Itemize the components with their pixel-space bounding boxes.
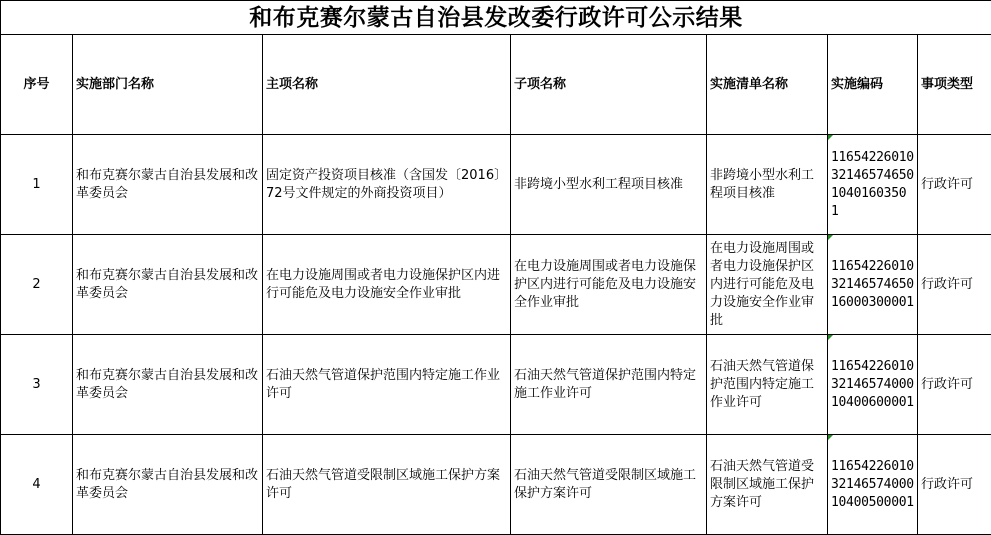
header-code: 实施编码	[828, 35, 918, 135]
header-list-name: 实施清单名称	[707, 35, 828, 135]
cell-code-wrap	[828, 235, 918, 335]
cell-sub-item: 石油天然气管道保护范围内特定施工作业许可	[511, 335, 707, 435]
cell-code: 116542260103214657465016000300001	[831, 258, 914, 310]
header-seq: 序号	[1, 35, 73, 135]
cell-dept: 和布克赛尔蒙古自治县发展和改革委员会	[73, 135, 263, 235]
cell-code-wrap	[828, 135, 918, 235]
comment-flag-icon	[828, 135, 833, 140]
table-row	[1, 335, 991, 435]
cell-list-name: 在电力设施周围或者电力设施保护区内进行可能危及电力设施安全作业审批	[707, 235, 828, 335]
header-main-item: 主项名称	[263, 35, 511, 135]
page-title: 和布克赛尔蒙古自治县发改委行政许可公示结果	[1, 1, 991, 35]
cell-type: 行政许可	[918, 235, 991, 335]
cell-code-wrap	[828, 435, 918, 535]
cell-seq: 2	[1, 235, 73, 335]
cell-dept: 和布克赛尔蒙古自治县发展和改革委员会	[73, 335, 263, 435]
comment-flag-icon	[828, 335, 833, 340]
cell-seq: 4	[1, 435, 73, 535]
cell-code-wrap	[828, 335, 918, 435]
table-row	[1, 235, 991, 335]
comment-flag-icon	[828, 235, 833, 240]
cell-seq: 3	[1, 335, 73, 435]
cell-code: 116542260103214657400010400600001	[831, 358, 914, 410]
cell-list-name: 非跨境小型水利工程项目核准	[707, 135, 828, 235]
cell-sub-item: 在电力设施周围或者电力设施保护区内进行可能危及电力设施安全作业审批	[511, 235, 707, 335]
cell-list-name: 石油天然气管道受限制区域施工保护方案许可	[707, 435, 828, 535]
header-type: 事项类型	[918, 35, 991, 135]
cell-main-item: 石油天然气管道受限制区域施工保护方案许可	[263, 435, 511, 535]
cell-main-item: 石油天然气管道保护范围内特定施工作业许可	[263, 335, 511, 435]
header-sub-item: 子项名称	[511, 35, 707, 135]
cell-dept: 和布克赛尔蒙古自治县发展和改革委员会	[73, 235, 263, 335]
table-row	[1, 435, 991, 535]
cell-type: 行政许可	[918, 135, 991, 235]
table-row	[1, 135, 991, 235]
cell-code: 11654226010321465746501040160350 1	[831, 149, 914, 219]
cell-main-item: 在电力设施周围或者电力设施保护区内进行可能危及电力设施安全作业审批	[263, 235, 511, 335]
cell-code: 116542260103214657400010400500001	[831, 458, 914, 510]
cell-sub-item: 石油天然气管道受限制区域施工保护方案许可	[511, 435, 707, 535]
cell-list-name: 石油天然气管道保护范围内特定施工作业许可	[707, 335, 828, 435]
cell-type: 行政许可	[918, 335, 991, 435]
cell-type: 行政许可	[918, 435, 991, 535]
cell-seq: 1	[1, 135, 73, 235]
comment-flag-icon	[828, 435, 833, 440]
cell-dept: 和布克赛尔蒙古自治县发展和改革委员会	[73, 435, 263, 535]
header-row	[1, 35, 991, 135]
cell-main-item: 固定资产投资项目核准（含国发〔2016〕72号文件规定的外商投资项目）	[263, 135, 511, 235]
cell-sub-item: 非跨境小型水利工程项目核准	[511, 135, 707, 235]
header-dept: 实施部门名称	[73, 35, 263, 135]
